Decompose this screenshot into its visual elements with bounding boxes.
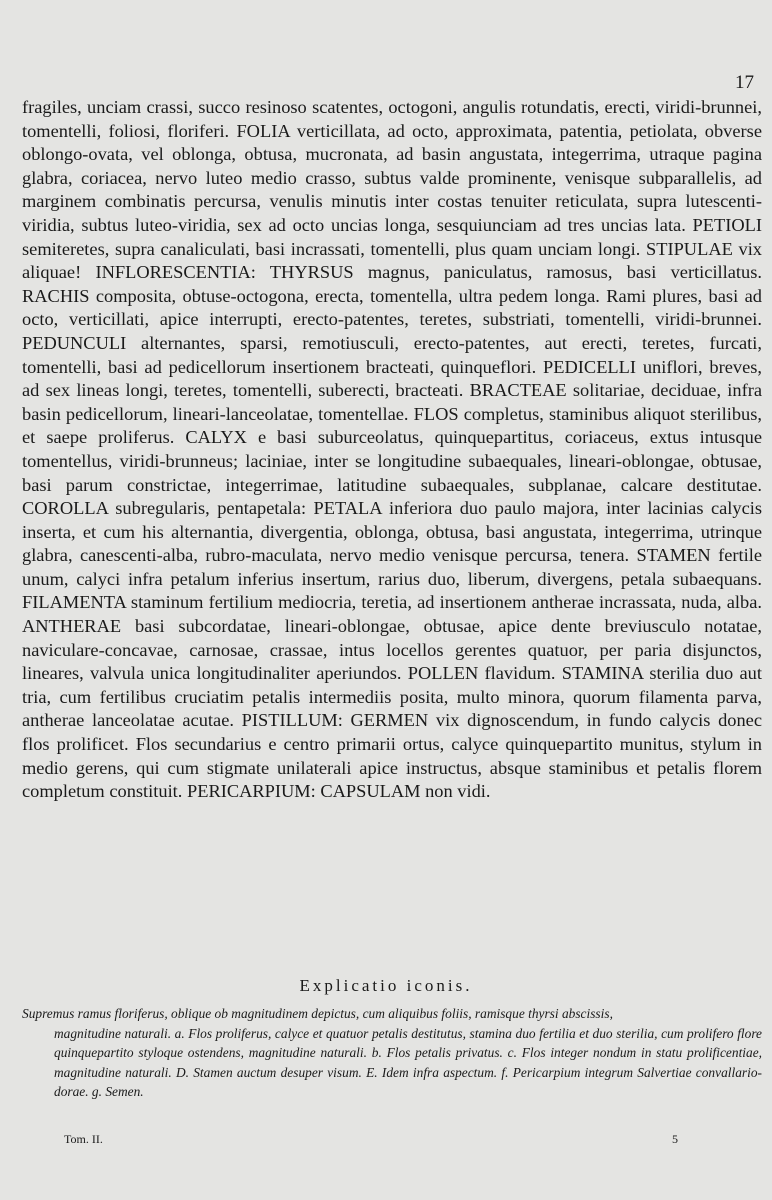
figure-caption	[22, 1004, 762, 1102]
caption-continuation: magnitudine naturali. a. Flos proliferus, calyce et quatuor petalis destitutus, stamina duo fertilia et duo sterilia, cum prolifero flore quinquepartito styloque ostendens, magnitudine naturali. b. Flos petalis privatus. c. Flos integer nondum in statu prolificentiae, magnitudine naturali. D. Stamen auctum desuper visum. E. Idem infra aspectum. f. Pericarpium integrum Salvertiae convallario-dorae. g. Semen.	[54, 1025, 762, 1100]
footer-signature: 5	[672, 1132, 678, 1146]
description-paragraph: fragiles, unciam crassi, succo resinoso scatentes, octogoni, angulis rotundatis, erecti, viridi-brunnei, tomentelli, foliosi, floriferi. FOLIA verticillata, ad octo, approximata, patentia, petiolata, obverse oblongo-ovata, vel oblonga, obtusa, mucronata, ad basin angustata, integerrima, utraque pagina glabra, coriacea, nervo luteo medio crasso, subtus valde prominente, venisque subparallelis, ad marginem combinatis percursa, venulis minutis inter costas tenuiter reticulata, supra lutescenti-viridia, subtus luteo-viridia, sex ad octo uncias longa, sesquiunciam ad tres uncias lata. PETIOLI semiteretes, supra canaliculati, basi incrassati, tomentelli, plus quam unciam longi. STIPULAE vix aliquae! INFLORESCENTIA: THYRSUS magnus, paniculatus, ramosus, basi verticillatus. RACHIS composita, obtuse-octogona, erecta, tomentella, ultra pedem longa. Rami plures, basi ad octo, verticillati, apice interrupti, erecto-patentes, teretes, substriati, tomentelli, viridi-brunnei. PEDUNCULI alternantes, sparsi, remotiusculi, erecto-patentes, aut erecti, teretes, furcati, tomentelli, basi ad pedicellorum insertionem bracteati, quinqueflori. PEDICELLI uniflori, breves, ad sex lineas longi, teretes, tomentelli, suberecti, bracteati. BRACTEAE solitariae, deciduae, infra basin pedicellorum, lineari-lanceolatae, tomentellae. FLOS completus, staminibus aliquot sterilibus, et saepe proliferus. CALYX e basi suburceolatus, quinquepartitus, coriaceus, extus intusque tomentellus, viridi-brunneus; laciniae, inter se longitudine subaequales, lineari-oblongae, obtusae, basi parum constrictae, integerrimae, latitudine subaequales, subplanae, calcare destitutae. COROLLA subregularis, pentapetala: PETALA inferiora duo paulo majora, inter lacinias calycis inserta, et cum his alternantia, divergentia, oblonga, obtusa, basi angustata, integerrima, utrinque glabra, canescenti-alba, rubro-maculata, nervo medio venisque percursa, tenera. STAMEN fertile unum, calyci infra petalum inferius insertum, rarius duo, liberum, divergens, petala subaequans. FILAMENTA staminum fertilium mediocria, teretia, ad insertionem antherae incrassata, nuda, alba. ANTHERAE basi subcordatae, lineari-oblongae, obtusae, apice dente breviusculo notatae, naviculare-concavae, carnosae, crassae, intus locellos gerentes quatuor, per paria disjunctos, lineares, valvula unica longitudinaliter aperiundos. POLLEN flavidum. STAMINA sterilia duo aut tria, cum fertilibus cruciatim petalis intermediis posita, multo minora, quorum filamenta parva, antherae lanceolatae acutae. PISTILLUM: GERMEN vix dignoscendum, in fundo calycis donec flos prolificet. Flos secundarius e centro primarii ortus, calyce quinquepartito munitus, stylum in medio gerens, qui cum stigmate unilaterali apice instructus, absque staminibus et petalis florem completum constituit. PERICARPIUM: CAPSULAM non vidi.	[22, 97, 762, 802]
caption-first-line: Supremus ramus floriferus, oblique ob magnitudinem depictus, cum aliquibus foliis, ramisque thyrsi abscissis,	[22, 1006, 613, 1021]
page-number: 17	[735, 72, 754, 93]
section-heading: Explicatio iconis.	[299, 976, 473, 995]
body-text	[22, 96, 762, 804]
footer-volume: Tom. II.	[64, 1132, 103, 1146]
